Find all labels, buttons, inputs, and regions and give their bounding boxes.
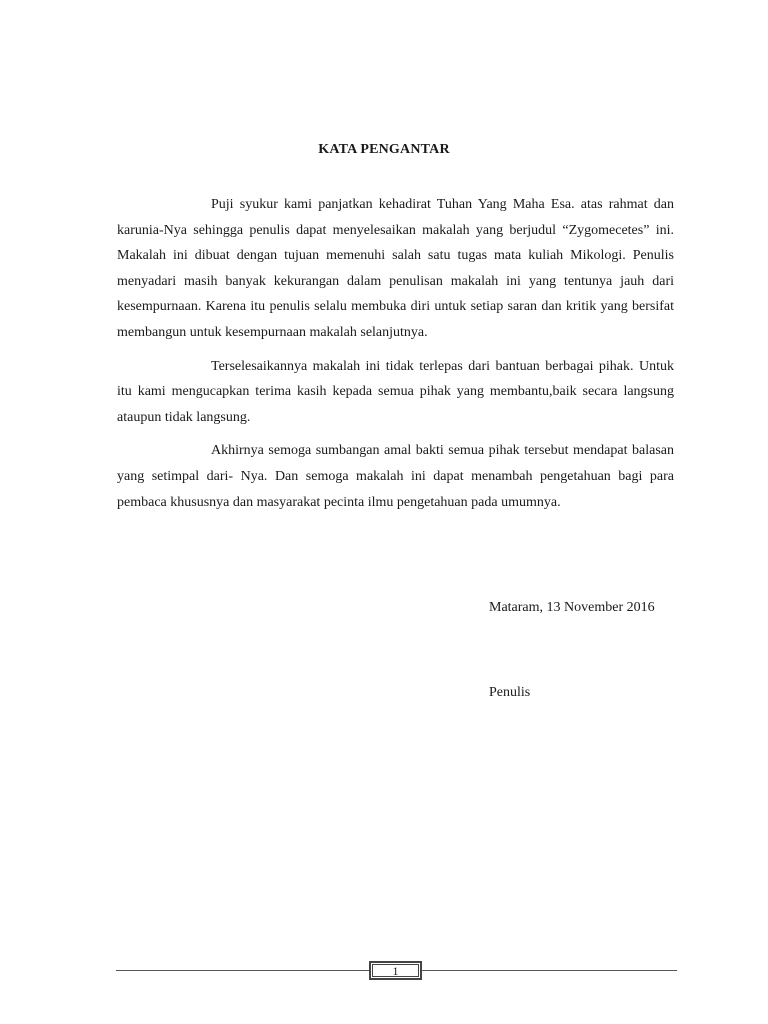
page-number: 1: [372, 964, 419, 977]
place-date: Mataram, 13 November 2016: [489, 600, 655, 615]
paragraph-2: Terselesaikannya makalah ini tidak terlepas dari bantuan berbagai pihak. Untuk itu kami mengucapkan terima kasih kepada semua pihak yang membantu,baik secara langsung ataupun tidak langsung.: [117, 358, 674, 425]
paragraph-1: Puji syukur kami panjatkan kehadirat Tuhan Yang Maha Esa. atas rahmat dan karunia-Nya sehingga penulis dapat menyelesaikan makalah yang berjudul “Zygomecetes” ini. Makalah ini dibuat dengan tujuan memenuhi salah satu tugas mata kuliah Mikologi. Penulis menyadari masih banyak kekurangan dalam penulisan makalah ini yang tentunya jauh dari kesempurnaan. Karena itu penulis selalu membuka diri untuk setiap saran dan kritik yang bersifat membangun untuk kesempurnaan makalah selanjutnya.: [117, 197, 674, 340]
page-title: KATA PENGANTAR: [318, 142, 450, 157]
paragraph-3: Akhirnya semoga sumbangan amal bakti semua pihak tersebut mendapat balasan yang setimpal dari- Nya. Dan semoga makalah ini dapat menambah pengetahuan bagi para pembaca khususnya dan masyarakat pecinta ilmu pengetahuan pada umumnya.: [117, 443, 674, 510]
page-number-box: [369, 961, 422, 980]
body-text: [117, 192, 674, 523]
author-signature: Penulis: [489, 685, 531, 700]
